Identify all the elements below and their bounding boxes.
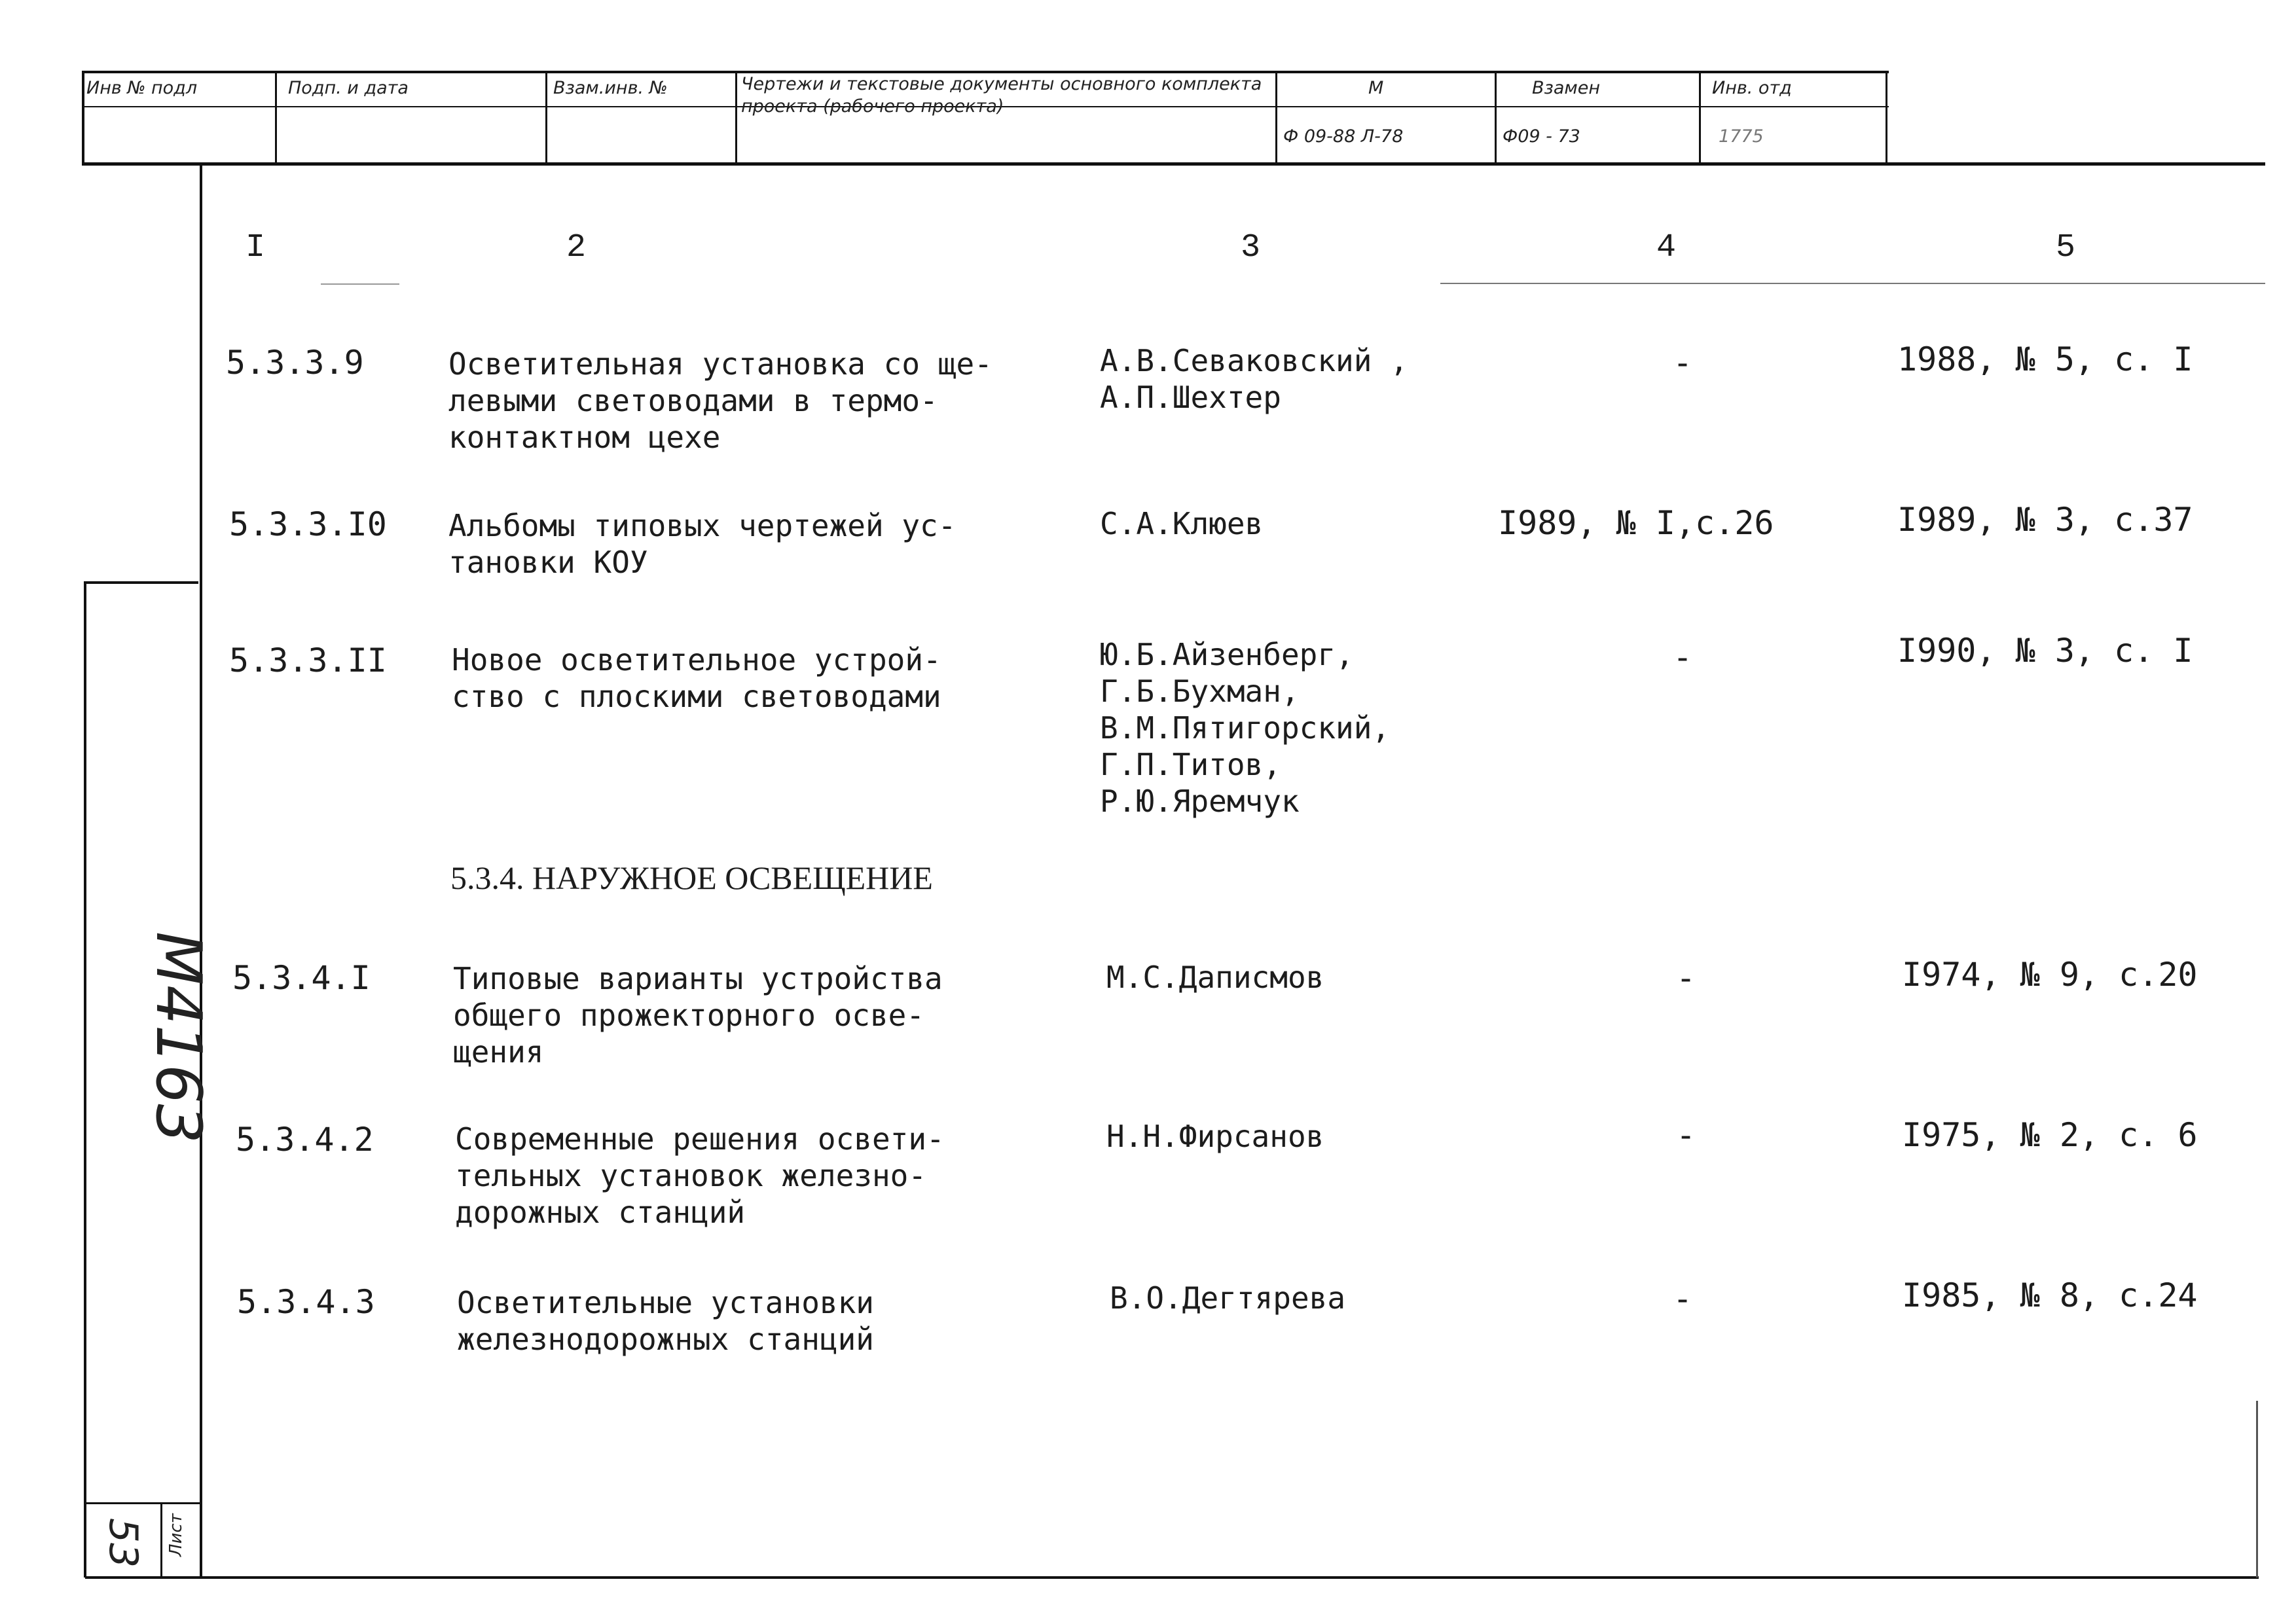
entry-reference: I989, № 3, с.37 [1897, 501, 2193, 539]
frame-bottom-border [85, 1576, 2259, 1579]
entry-reference: 1988, № 5, с. I [1897, 340, 2193, 378]
entry-authors: С.А.Клюев [1100, 506, 1264, 541]
section-heading: 5.3.4. НАРУЖНОЕ ОСВЕЩЕНИЕ [450, 859, 933, 896]
entry-col4: - [1676, 1116, 1696, 1154]
stamp-dept-inv-value: 1775 [1719, 126, 1764, 147]
frame-right-border [2256, 1401, 2258, 1578]
entry-number: 5.3.3.II [229, 641, 387, 679]
entry-title: Новое осветительное устрой- ство с плоскими световодами [452, 642, 941, 714]
col-header-1: I [246, 229, 266, 266]
stamp-replaced-code: Ф09 - 73 [1503, 126, 1580, 147]
entry-title: Осветительная установка со ще- левыми световодами в термо- контактном цехе [448, 346, 993, 455]
stamp-replace-inv-label: Взам.инв. № [553, 78, 668, 98]
entry-number: 5.3.4.3 [237, 1283, 375, 1321]
stamp-doc-code: Ф 09-88 Л-78 [1283, 126, 1404, 147]
stamp-inv-label: Инв № подл [86, 78, 198, 98]
col-header-2: 2 [566, 229, 587, 266]
frame-left-border [200, 165, 202, 1579]
entry-col4: - [1676, 959, 1696, 997]
entry-number: 5.3.3.I0 [229, 505, 387, 543]
col-header-5: 5 [2056, 229, 2076, 266]
entry-number: 5.3.4.2 [236, 1121, 374, 1159]
entry-title: Современные решения освети- тельных установок железно- дорожных станций [455, 1121, 945, 1230]
entry-title: Альбомы типовых чертежей ус- тановки КОУ [448, 508, 957, 580]
entry-number: 5.3.4.I [232, 959, 371, 997]
entry-title: Осветительные установки железнодорожных станций [457, 1285, 874, 1357]
entry-reference: I985, № 8, с.24 [1902, 1276, 2198, 1314]
stamp-docs-label: Чертежи и текстовые документы основного комплекта проекта (рабочего проекта) [741, 74, 1262, 117]
entry-authors: А.В.Севаковский , А.П.Шехтер [1100, 343, 1408, 415]
archive-number: М4163 [141, 931, 214, 1144]
stamp-sign-date-label: Подп. и дата [288, 78, 409, 98]
entry-col4: I989, № I,с.26 [1498, 504, 1774, 542]
entry-reference: I974, № 9, с.20 [1902, 956, 2198, 994]
stamp-dept-inv-label: Инв. отд [1712, 78, 1792, 98]
stamp-replaced-label: Взамен [1532, 78, 1601, 98]
col-header-4: 4 [1656, 229, 1677, 266]
entry-authors: М.С.Даписмов [1106, 960, 1324, 995]
entry-reference: I990, № 3, с. I [1897, 632, 2193, 670]
page-number: 53 [100, 1517, 147, 1568]
entry-authors: Н.Н.Фирсанов [1106, 1119, 1324, 1154]
entry-authors: Ю.Б.Айзенберг, Г.Б.Бухман, В.М.Пятигорский, Г.П.Титов, Р.Ю.Яремчук [1100, 637, 1391, 819]
entry-number: 5.3.3.9 [226, 344, 364, 382]
sheet-label: Лист [166, 1513, 186, 1557]
entry-col4: - [1673, 638, 1693, 676]
col-header-3: 3 [1241, 229, 1261, 266]
entry-reference: I975, № 2, с. 6 [1902, 1116, 2198, 1154]
entry-col4: - [1673, 344, 1693, 382]
entry-col4: - [1673, 1280, 1693, 1318]
entry-title: Типовые варианты устройства общего прожекторного осве- щения [453, 961, 943, 1070]
entry-authors: В.О.Дегтярева [1110, 1280, 1346, 1316]
stamp-m-label: М [1368, 78, 1384, 98]
